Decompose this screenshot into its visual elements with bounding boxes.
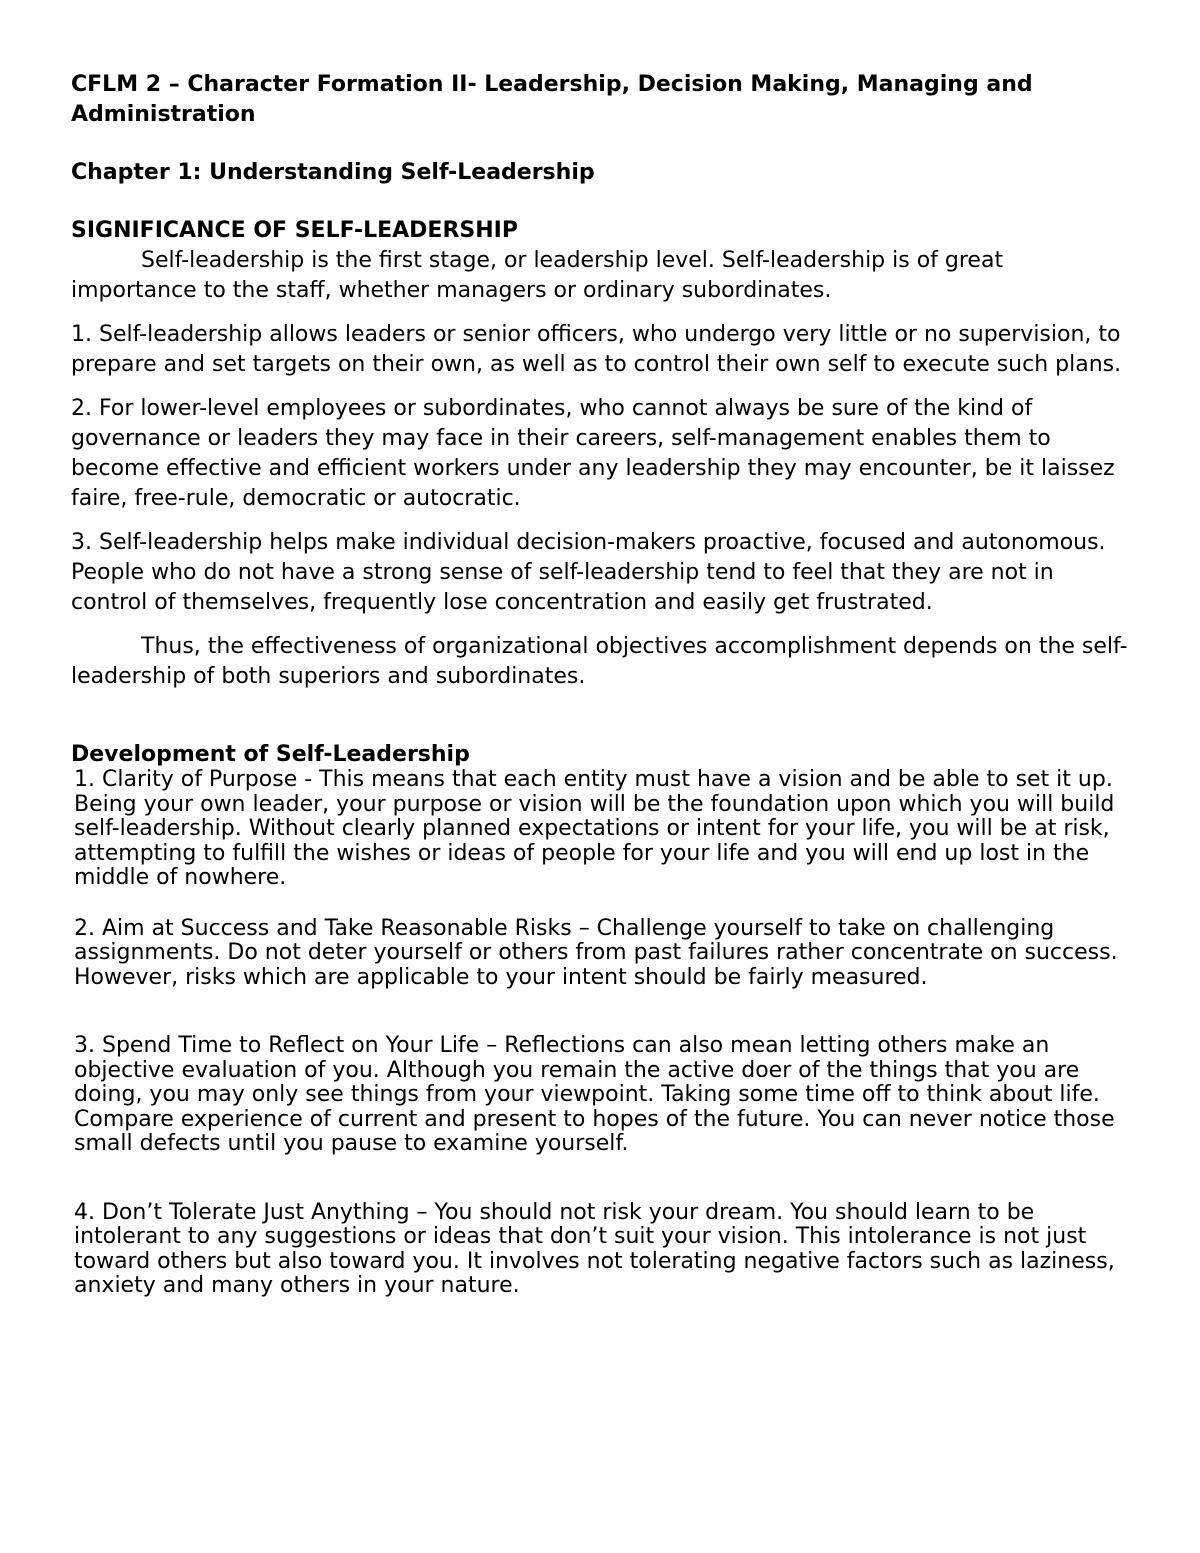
significance-point-3: 3. Self-leadership helps make individual decision-makers proactive, focused and autonomous. People who do not have a strong sense of self-leadership tend to feel that they are not in control of themselves, frequently lose concentration and easily get frustrated. bbox=[71, 530, 1106, 615]
significance-point-2: 2. For lower-level employees or subordinates, who cannot always be sure of the kind of governance or leaders they may face in their careers, self-management enables them to become effective and efficient workers under any leadership they may encounter, be it laissez faire, free-rule, democratic or autocratic. bbox=[71, 396, 1115, 511]
significance-conclusion: Thus, the effectiveness of organizational objectives accomplishment depends on the self-leadership of both superiors and subordinates. bbox=[71, 634, 1128, 689]
development-point-1: 1. Clarity of Purpose - This means that each entity must have a vision and be able to set it up. Being your own leader, your purpose or vision will be the foundation upon which you will build self-leadership. Without clearly planned expectations or intent for your life, you will be at risk, attempting to fulfill the wishes or ideas of people for your life and you will end up lost in the middle of nowhere. bbox=[74, 767, 1115, 890]
chapter-title: Chapter 1: Understanding Self-Leadership bbox=[71, 160, 595, 185]
development-point-4: 4. Don’t Tolerate Just Anything – You should not risk your dream. You should learn to be intolerant to any suggestions or ideas that don’t suit your vision. This intolerance is not just toward others but also toward you. It involves not tolerating negative factors such as laziness, anxiety and many others in your nature. bbox=[74, 1199, 1115, 1298]
development-heading: Development of Self-Leadership bbox=[71, 742, 470, 767]
course-title: CFLM 2 – Character Formation II- Leadership, Decision Making, Managing and Administration bbox=[71, 72, 1033, 127]
significance-point-1: 1. Self-leadership allows leaders or senior officers, who undergo very little or no supervision, to prepare and set targets on their own, as well as to control their own self to execute such plans. bbox=[71, 322, 1122, 377]
development-point-2: 2. Aim at Success and Take Reasonable Risks – Challenge yourself to take on challenging assignments. Do not deter yourself or others from past failures rather concentrate on success. However, risks which are applicable to your intent should be fairly measured. bbox=[74, 915, 1118, 990]
development-point-3: 3. Spend Time to Reflect on Your Life – Reflections can also mean letting others make an objective evaluation of you. Although you remain the active doer of the things that you are doing, you may only see things from your viewpoint. Taking some time off to think about life. Compare experience of current and present to hopes of the future. You can never notice those small defects until you pause to examine yourself. bbox=[74, 1033, 1115, 1156]
significance-intro: Self-leadership is the first stage, or leadership level. Self-leadership is of great importance to the staff, whether managers or ordinary subordinates. bbox=[71, 248, 1004, 303]
significance-heading: SIGNIFICANCE OF SELF-LEADERSHIP bbox=[71, 218, 518, 243]
document-page bbox=[71, 70, 1131, 1299]
